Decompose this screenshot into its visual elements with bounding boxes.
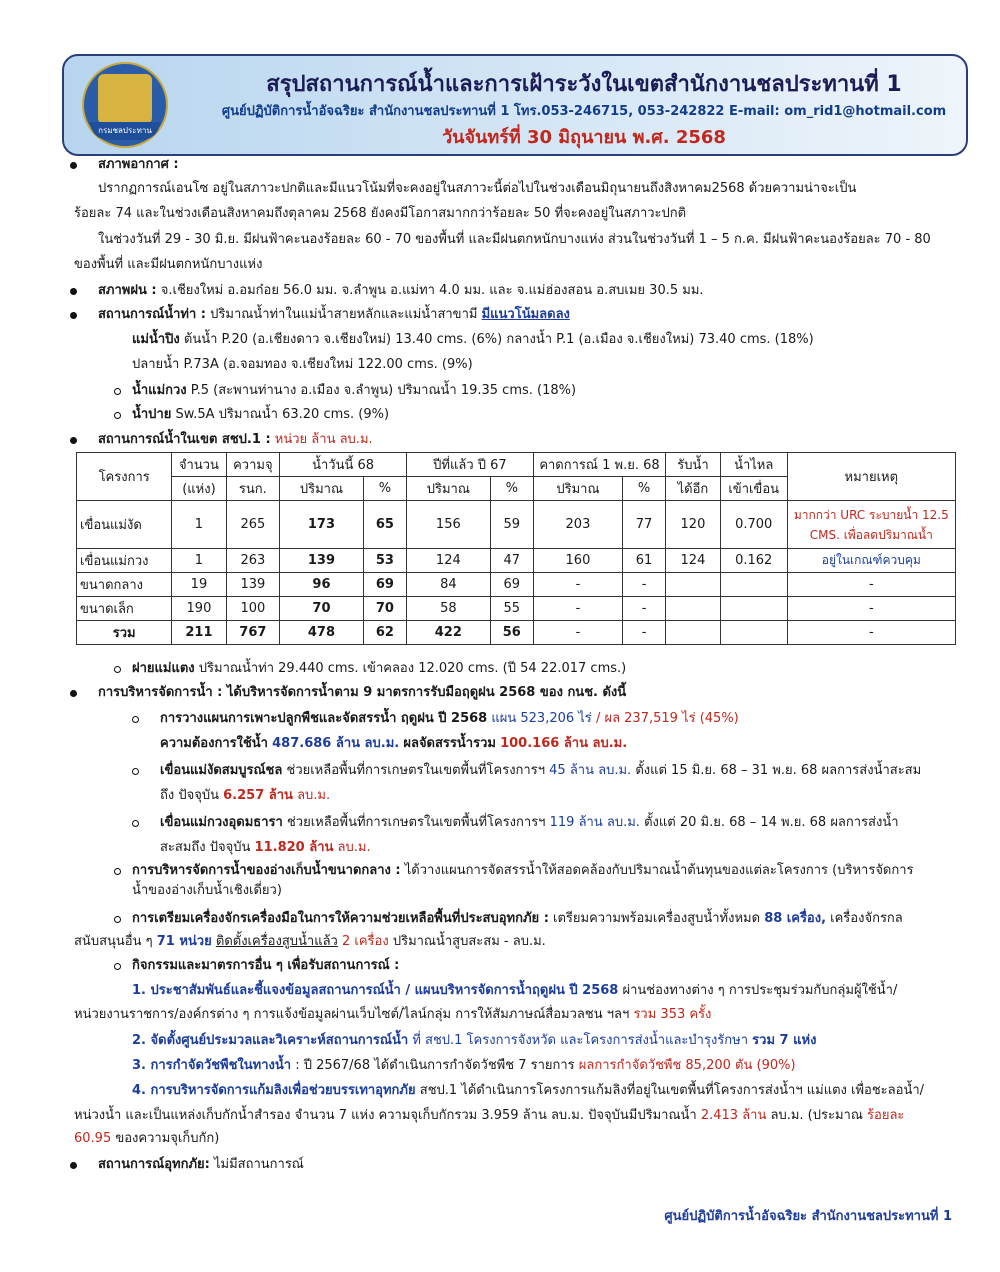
alloc-label: ผลจัดสรรน้ำรวม [403, 736, 496, 751]
col-header: ได้อีก [666, 477, 721, 501]
cell: 120 [666, 501, 721, 549]
ping-label: แม่น้ำปิง [132, 332, 180, 347]
rain-text: จ.เชียงใหม่ อ.อมก๋อย 56.0 มม. จ.ลำพูน อ.แม่ทา 4.0 มม. และ จ.แม่ฮ่องสอน อ.สบเมย 30.5 มม. [160, 283, 704, 298]
ngat-unit: ลบ.ม. [297, 788, 331, 803]
logo-text: กรมชลประทาน [98, 126, 152, 135]
cell: 124 [407, 549, 491, 573]
flood-line [98, 1156, 304, 1174]
kuang-line [132, 382, 576, 400]
ngat-text: ถึง ปัจจุบัน [160, 788, 219, 803]
weather-text: ร้อยละ 74 และในช่วงเดือนสิงหาคมถึงตุลาคม 2568 ยังคงมีโอกาสมากกว่าร้อยละ 50 ที่จะคงอยู่ในสภาวะปกติ [74, 206, 687, 221]
machine-label: การเตรียมเครื่องจักรเครื่องมือในการให้ความช่วยเหลือพื้นที่ประสบอุทกภัย : [132, 911, 549, 926]
cell: 58 [407, 597, 491, 621]
kuang-label: น้ำแม่กวง [132, 383, 187, 398]
item2-label: 2. จัดตั้งศูนย์ประมวลและวิเคราะห์สถานการณ์น้ำ [132, 1033, 409, 1048]
bullet-icon [70, 690, 77, 697]
cell [720, 621, 787, 645]
col-header: น้ำไหล [720, 453, 787, 477]
cell: 84 [407, 573, 491, 597]
col-header: ปีที่แล้ว ปี 67 [407, 453, 534, 477]
cell: - [533, 573, 622, 597]
item2-text: ที่ สชป.1 โครงการจังหวัด และโครงการส่งน้ำและบำรุงรักษา [412, 1033, 749, 1048]
cell: 47 [490, 549, 533, 573]
item4-line [132, 1082, 924, 1100]
rid-logo-icon [82, 62, 168, 148]
circle-bullet-icon [132, 768, 139, 775]
col-header: % [623, 477, 666, 501]
col-header: รับน้ำ [666, 453, 721, 477]
weir-text: ปริมาณน้ำท่า 29.440 cms. เข้าคลอง 12.020 cms. (ปี 54 22.017 cms.) [198, 661, 627, 676]
ping-text: ต้นน้ำ P.20 (อ.เชียงดาว จ.เชียงใหม่) 13.40 cms. (6%) กลางน้ำ P.1 (อ.เมือง จ.เชียงใหม่) 73.40 cms. (18%) [183, 332, 814, 347]
machine-value: 2 เครื่อง [342, 934, 389, 949]
cell: 62 [363, 621, 406, 645]
demand-label: ความต้องการใช้น้ำ [160, 736, 268, 751]
cell [720, 597, 787, 621]
page-title: สรุปสถานการณ์น้ำและการเฝ้าระวังในเขตสำนักงานชลประทานที่ 1 [266, 72, 902, 97]
plan-plan: แผน 523,206 ไร่ [491, 711, 592, 726]
runoff-line [98, 306, 570, 324]
cell: 160 [533, 549, 622, 573]
runoff-text: ปริมาณน้ำท่าในแม่น้ำสายหลักและแม่น้ำสาขามี [210, 307, 478, 322]
note-cell: อยู่ในเกณฑ์ควบคุม [787, 549, 955, 573]
cell: รวม [77, 621, 172, 645]
management-heading: การบริหารจัดการน้ำ : ได้บริหารจัดการน้ำตาม 9 มาตรการรับมือฤดูฝน 2568 ของ กนช. ดังนี้ [98, 685, 627, 700]
cell: 139 [280, 549, 364, 573]
table-row [77, 573, 956, 597]
kuang-text: P.5 (สะพานท่านาง อ.เมือง จ.ลำพูน) ปริมาณน้ำ 19.35 cms. (18%) [190, 383, 577, 398]
cell: 265 [226, 501, 280, 549]
cell [666, 597, 721, 621]
note-cell: - [787, 621, 955, 645]
runoff-heading: สถานการณ์น้ำท่า : [98, 307, 206, 322]
col-header: โครงการ [77, 453, 172, 501]
circle-bullet-icon [132, 716, 139, 723]
cell: 70 [280, 597, 364, 621]
header-banner [62, 54, 968, 156]
circle-bullet-icon [114, 868, 121, 875]
cell: 65 [363, 501, 406, 549]
cell: 124 [666, 549, 721, 573]
table-header-row [77, 453, 956, 477]
item1-text: หน่วยงานราชการ/องค์กรต่าง ๆ การแจ้งข้อมูลผ่านเว็บไซต์/ไลน์กลุ่ม การให้สัมภาษณ์สื่อมวลชน ฯลฯ [74, 1007, 630, 1022]
cell: 211 [172, 621, 226, 645]
kuang-dam-line [160, 814, 899, 832]
weather-text: ของพื้นที่ และมีฝนตกหนักบางแห่ง [74, 257, 263, 272]
col-header: % [363, 477, 406, 501]
weather-heading: สภาพอากาศ : [98, 157, 179, 172]
pai-text: Sw.5A ปริมาณน้ำ 63.20 cms. (9%) [175, 407, 390, 422]
col-header: เข้าเขื่อน [720, 477, 787, 501]
machine-value: 88 เครื่อง, [764, 911, 827, 926]
ngat-line [160, 762, 921, 780]
kuang-dam-value: 119 [549, 815, 575, 830]
weir-line [132, 660, 626, 678]
ngat-line-2 [160, 787, 330, 805]
machine-value: 71 หน่วย [156, 934, 212, 949]
cell: - [623, 573, 666, 597]
cell [720, 573, 787, 597]
bullet-icon [70, 1162, 77, 1169]
table-row [77, 597, 956, 621]
flood-heading: สถานการณ์อุทกภัย: [98, 1157, 210, 1172]
col-header: รนก. [226, 477, 280, 501]
note-line: CMS. เพื่อลดปริมาณน้ำ [809, 527, 933, 542]
alloc-value: 100.166 ล้าน ลบ.ม. [500, 736, 628, 751]
col-header: % [490, 477, 533, 501]
note-cell: - [787, 597, 955, 621]
cell: 56 [490, 621, 533, 645]
bullet-icon [70, 162, 77, 169]
note-cell: - [787, 573, 955, 597]
ping-line [132, 331, 814, 349]
rain-line [98, 282, 704, 300]
cell: 55 [490, 597, 533, 621]
ngat-value: 45 ล้าน ลบ.ม. [549, 763, 632, 778]
page-subtitle: ศูนย์ปฏิบัติการน้ำอัจฉริยะ สำนักงานชลประทานที่ 1 โทร.053-246715, 053-242822 E-mail: om_rid1@hotmail.com [221, 104, 947, 119]
ngat-label: เขื่อนแม่งัดสมบูรณ์ชล [160, 763, 283, 778]
cell: 203 [533, 501, 622, 549]
report-date: วันจันทร์ที่ 30 มิถุนายน พ.ศ. 2568 [442, 127, 726, 148]
bullet-icon [70, 437, 77, 444]
item4-text: ของความจุเก็บกัก) [115, 1131, 220, 1146]
machine-text: ติดตั้งเครื่องสูบน้ำแล้ว [215, 934, 338, 949]
cell: 53 [363, 549, 406, 573]
cell: 139 [226, 573, 280, 597]
col-header: น้ำวันนี้ 68 [280, 453, 407, 477]
cell: 59 [490, 501, 533, 549]
ngat-value: 6.257 ล้าน [223, 788, 293, 803]
demand-line [160, 735, 627, 753]
kuang-dam-label: เขื่อนแม่กวงอุดมธารา [160, 815, 283, 830]
cell: 156 [407, 501, 491, 549]
pai-line [132, 406, 389, 424]
item4-text: หน่วงน้ำ และเป็นแหล่งเก็บกักน้ำสำรอง จำนวน 7 แห่ง ความจุเก็บกักรวม 3.959 ล้าน ลบ.ม. ปัจจุบันมีปริมาณน้ำ [74, 1108, 697, 1123]
item3-text: : ปี 2567/68 ได้ดำเนินการกำจัดวัชพืช 7 รายการ [295, 1058, 575, 1073]
kuang-dam-value: 11.820 ล้าน [254, 840, 334, 855]
cell: - [623, 621, 666, 645]
ngat-text: ช่วยเหลือพื้นที่การเกษตรในเขตพื้นที่โครงการฯ [286, 763, 546, 778]
cell: 61 [623, 549, 666, 573]
item4-line-2 [74, 1107, 904, 1125]
weather-text: ปรากฏการณ์เอนโซ อยู่ในสภาวะปกติและมีแนวโน้มที่จะคงอยู่ในสภาวะนี้ต่อไปในช่วงเดือนมิถุนายนถึงสิงหาคม2568 ด้วยความน่าจะเป็น [98, 181, 857, 196]
cell: - [533, 621, 622, 645]
machine-text: ปริมาณน้ำสูบสะสม - ลบ.ม. [392, 934, 546, 949]
kuang-dam-line-2 [160, 839, 371, 857]
circle-bullet-icon [114, 666, 121, 673]
plan-line [160, 710, 739, 728]
machine-text: เครื่องจักรกล [830, 911, 903, 926]
item4-text: ลบ.ม. (ประมาณ [770, 1108, 863, 1123]
rain-heading: สภาพฝน : [98, 283, 157, 298]
cell: เขื่อนแม่กวง [77, 549, 172, 573]
cell: 96 [280, 573, 364, 597]
medium-label: การบริหารจัดการน้ำของอ่างเก็บน้ำขนาดกลาง : [132, 863, 401, 878]
cell: 767 [226, 621, 280, 645]
cell [666, 621, 721, 645]
cell: 77 [623, 501, 666, 549]
plan-result: / ผล 237,519 ไร่ (45%) [595, 711, 739, 726]
circle-bullet-icon [114, 412, 121, 419]
item4-line-3 [74, 1130, 219, 1148]
medium-text-2: น้ำของอ่างเก็บน้ำเชิงเดี่ยว) [132, 883, 282, 898]
cell: 70 [363, 597, 406, 621]
runoff-trend: มีแนวโน้มลดลง [481, 307, 570, 322]
cell: 422 [407, 621, 491, 645]
cell: 0.700 [720, 501, 787, 549]
table-row [77, 501, 956, 549]
cell: ขนาดเล็ก [77, 597, 172, 621]
cell [666, 573, 721, 597]
cell: - [623, 597, 666, 621]
item3-line [132, 1057, 796, 1075]
cell: 173 [280, 501, 364, 549]
col-header: จำนวน [172, 453, 226, 477]
col-header: ปริมาณ [533, 477, 622, 501]
cell: 1 [172, 549, 226, 573]
demand-value: 487.686 ล้าน ลบ.ม. [272, 736, 400, 751]
note-line: มากกว่า URC ระบายน้ำ 12.5 [793, 507, 949, 522]
machine-text: สนับสนุนอื่น ๆ [74, 934, 153, 949]
circle-bullet-icon [114, 388, 121, 395]
reservoir-unit: หน่วย ล้าน ลบ.ม. [274, 432, 373, 447]
cell: 478 [280, 621, 364, 645]
note-cell [787, 501, 955, 549]
item2-value: รวม 7 แห่ง [752, 1033, 817, 1048]
machine-text: เตรียมความพร้อมเครื่องสูบน้ำทั้งหมด [553, 911, 761, 926]
item3-label: 3. การกำจัดวัชพืชในทางน้ำ [132, 1058, 292, 1073]
circle-bullet-icon [114, 963, 121, 970]
item1-value: รวม 353 ครั้ง [633, 1007, 712, 1022]
item3-value: ผลการกำจัดวัชพืช 85,200 ตัน (90%) [578, 1058, 796, 1073]
kuang-dam-text: ตั้งแต่ 20 มิ.ย. 68 – 14 พ.ย. 68 ผลการส่งน้ำ [644, 815, 899, 830]
item1-line-2 [74, 1006, 711, 1024]
machine-line [132, 910, 903, 928]
reservoir-table [76, 452, 956, 645]
col-header: ความจุ [226, 453, 280, 477]
bullet-icon [70, 288, 77, 295]
table-row-total [77, 621, 956, 645]
weather-text: ในช่วงวันที่ 29 - 30 มิ.ย. มีฝนฟ้าคะนองร้อยละ 60 - 70 ของพื้นที่ และมีฝนตกหนักบางแห่ง ส่วนในช่วงวันที่ 1 – 5 ก.ค. มีฝนฟ้าคะนองร้อยละ 70 - 80 [98, 232, 931, 247]
cell: เขื่อนแม่งัด [77, 501, 172, 549]
col-header: (แห่ง) [172, 477, 226, 501]
item4-value: 60.95 [74, 1131, 112, 1146]
reservoir-heading: สถานการณ์น้ำในเขต สชป.1 : [98, 432, 271, 447]
item2-line [132, 1032, 816, 1050]
ping-text-2: ปลายน้ำ P.73A (อ.จอมทอง จ.เชียงใหม่ 122.00 cms. (9%) [132, 357, 473, 372]
medium-line [132, 862, 914, 880]
kuang-dam-unit: ล้าน ลบ.ม. [578, 815, 640, 830]
ngat-text: ตั้งแต่ 15 มิ.ย. 68 – 31 พ.ย. 68 ผลการส่งน้ำสะสม [635, 763, 922, 778]
cell: 0.162 [720, 549, 787, 573]
item4-label: 4. การบริหารจัดการแก้มลิงเพื่อช่วยบรรเทาอุทกภัย [132, 1083, 416, 1098]
cell: 190 [172, 597, 226, 621]
circle-bullet-icon [114, 916, 121, 923]
circle-bullet-icon [132, 820, 139, 827]
cell: 100 [226, 597, 280, 621]
cell: 1 [172, 501, 226, 549]
item1-line [132, 982, 897, 1000]
col-header: คาดการณ์ 1 พ.ย. 68 [533, 453, 665, 477]
kuang-dam-text: สะสมถึง ปัจจุบัน [160, 840, 251, 855]
item4-value: ร้อยละ [867, 1108, 905, 1123]
cell: 263 [226, 549, 280, 573]
kuang-dam-unit: ลบ.ม. [337, 840, 371, 855]
col-header: หมายเหตุ [787, 453, 955, 501]
cell: 19 [172, 573, 226, 597]
other-heading: กิจกรรมและมาตรการอื่น ๆ เพื่อรับสถานการณ์ : [132, 958, 400, 973]
footer-credit: ศูนย์ปฏิบัติการน้ำอัจฉริยะ สำนักงานชลประทานที่ 1 [664, 1209, 952, 1224]
cell: 69 [490, 573, 533, 597]
medium-text: ได้วางแผนการจัดสรรน้ำให้สอดคล้องกับปริมาณน้ำต้นทุนของแต่ละโครงการ (บริหารจัดการ [404, 863, 914, 878]
cell: ขนาดกลาง [77, 573, 172, 597]
bullet-icon [70, 312, 77, 319]
item1-label: 1. ประชาสัมพันธ์และชี้แจงข้อมูลสถานการณ์น้ำ / แผนบริหารจัดการน้ำฤดูฝน ปี 2568 [132, 983, 619, 998]
pai-label: น้ำปาย [132, 407, 172, 422]
kuang-dam-text: ช่วยเหลือพื้นที่การเกษตรในเขตพื้นที่โครงการฯ [286, 815, 546, 830]
cell: - [533, 597, 622, 621]
weir-label: ฝายแม่แตง [132, 661, 195, 676]
reservoir-line [98, 431, 373, 449]
machine-line-2 [74, 933, 546, 951]
flood-text: ไม่มีสถานการณ์ [213, 1157, 304, 1172]
cell: 69 [363, 573, 406, 597]
item1-text: ผ่านช่องทางต่าง ๆ การประชุมร่วมกับกลุ่มผู้ใช้น้ำ/ [622, 983, 898, 998]
col-header: ปริมาณ [280, 477, 364, 501]
item4-text: สชป.1 ได้ดำเนินการโครงการแก้มลิงที่อยู่ในเขตพื้นที่โครงการส่งน้ำฯ แม่แตง เพื่อชะลอน้ำ/ [419, 1083, 925, 1098]
col-header: ปริมาณ [407, 477, 491, 501]
item4-value: 2.413 ล้าน [700, 1108, 767, 1123]
table-row [77, 549, 956, 573]
plan-label: การวางแผนการเพาะปลูกพืชและจัดสรรน้ำ ฤดูฝน ปี 2568 [160, 711, 488, 726]
